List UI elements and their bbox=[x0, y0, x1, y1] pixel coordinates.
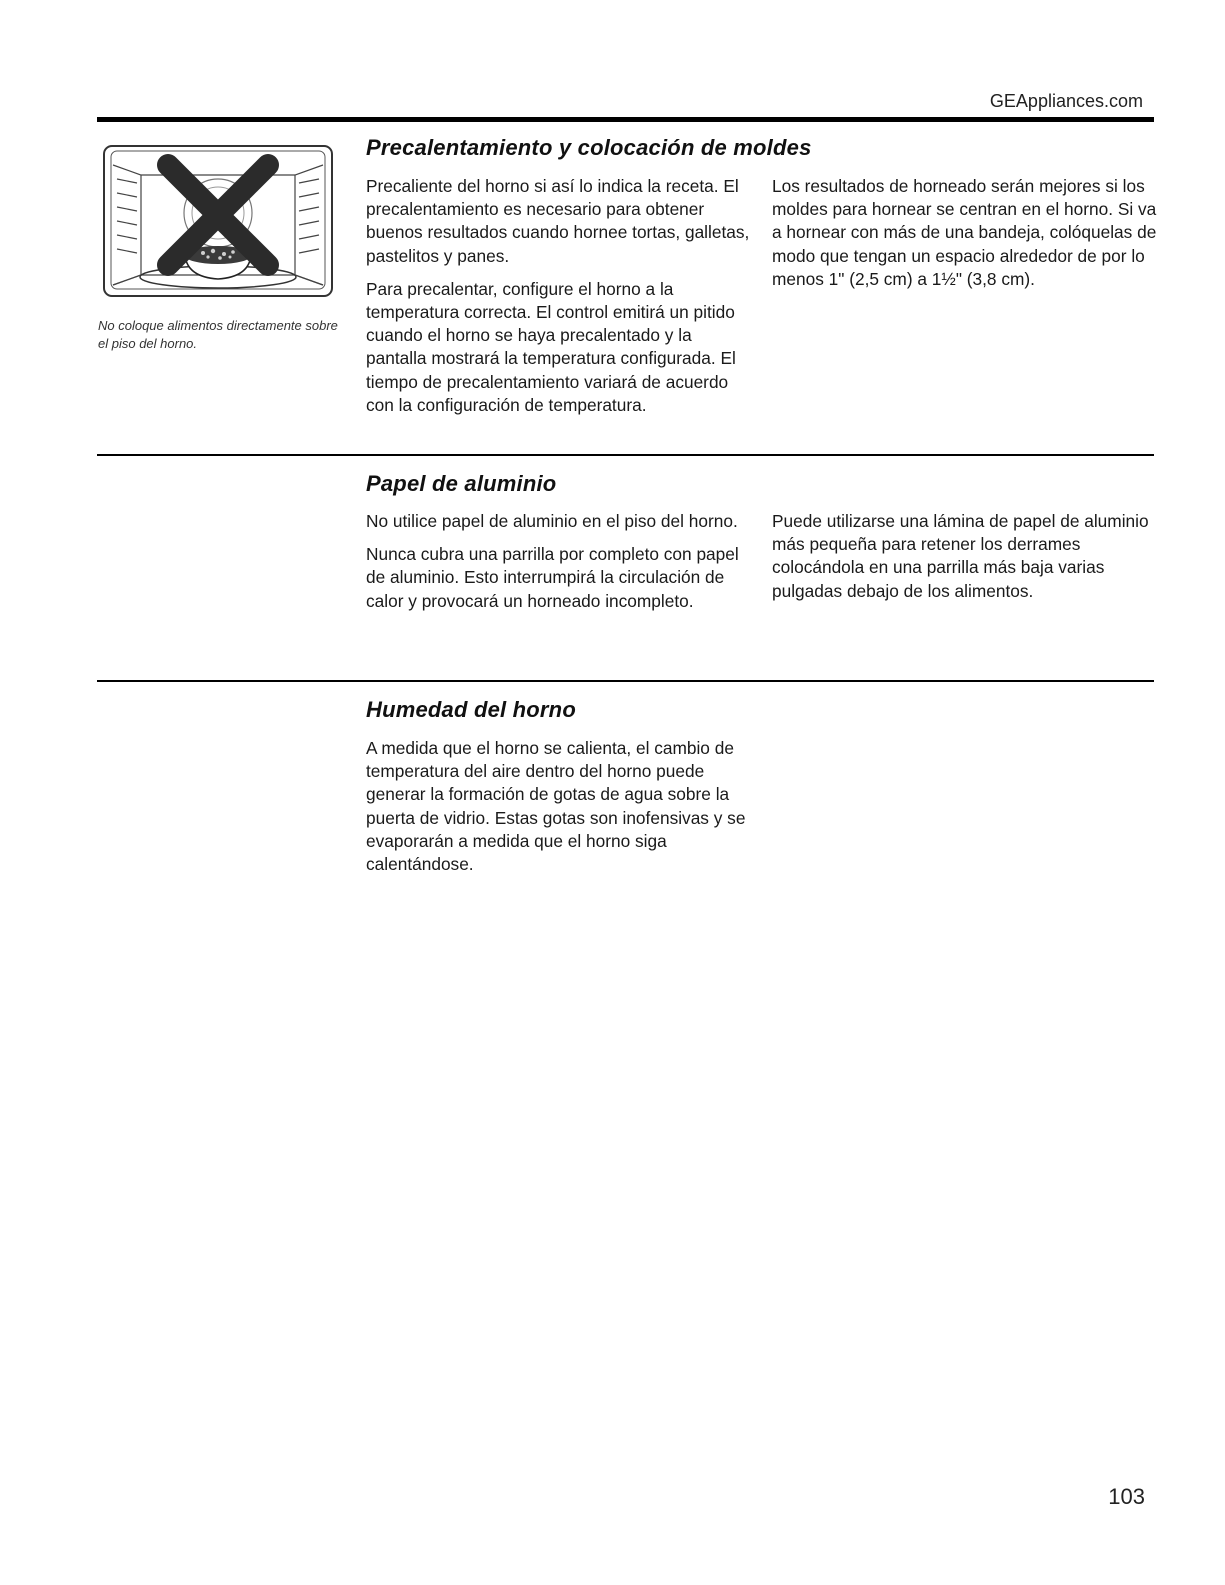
section-precalentamiento-left bbox=[366, 175, 752, 427]
paragraph: A medida que el horno se calienta, el cambio de temperatura del aire dentro del horno puede generar la formación de gotas de agua sobre la puerta de vidrio. Estas gotas son inofensivas y se evaporarán a medida que el horno siga calentándose. bbox=[366, 738, 746, 875]
section-humedad-left bbox=[366, 737, 752, 886]
section-papel-aluminio-left bbox=[366, 510, 752, 623]
section-divider bbox=[97, 680, 1154, 682]
paragraph: Nunca cubra una parrilla por completo con papel de aluminio. Esto interrumpirá la circulación de calor y provocará un horneado incompleto. bbox=[366, 544, 739, 611]
site-url: GEAppliances.com bbox=[989, 91, 1143, 111]
section-title-precalentamiento: Precalentamiento y colocación de moldes bbox=[366, 135, 812, 160]
paragraph: Para precalentar, configure el horno a la temperatura correcta. El control emitirá un pitido cuando el horno se haya precalentado y la pantalla mostrará la temperatura configurada. El tiempo de precalentamiento variará de acuerdo con la configuración de temperatura. bbox=[366, 278, 736, 415]
paragraph: Los resultados de horneado serán mejores si los moldes para hornear se centran en el horno. Si va a hornear con más de una bandeja, colóquelas de modo que tengan un espacio alrededor de por lo menos 1" (2,5 cm) a 1½" (3,8 cm). bbox=[772, 176, 1157, 289]
section-title-papel-aluminio: Papel de aluminio bbox=[366, 471, 557, 496]
section-papel-aluminio-right bbox=[772, 510, 1160, 613]
section-title-humedad: Humedad del horno bbox=[366, 697, 576, 722]
top-rule bbox=[97, 117, 1154, 122]
paragraph: Precaliente del horno si así lo indica la receta. El precalentamiento es necesario para obtener buenos resultados cuando hornee tortas, galletas, pastelitos y panes. bbox=[366, 176, 750, 266]
paragraph: No utilice papel de aluminio en el piso del horno. bbox=[366, 511, 738, 531]
oven-food-on-floor-crossed-icon bbox=[103, 145, 335, 301]
page-number: 103 bbox=[1108, 1484, 1145, 1509]
section-divider bbox=[97, 454, 1154, 456]
figure-caption: No coloque alimentos directamente sobre el piso del horno. bbox=[98, 318, 338, 351]
paragraph: Puede utilizarse una lámina de papel de aluminio más pequeña para retener los derrames colocándola en una parrilla más baja varias pulgadas debajo de los alimentos. bbox=[772, 511, 1149, 601]
section-precalentamiento-right bbox=[772, 175, 1160, 301]
